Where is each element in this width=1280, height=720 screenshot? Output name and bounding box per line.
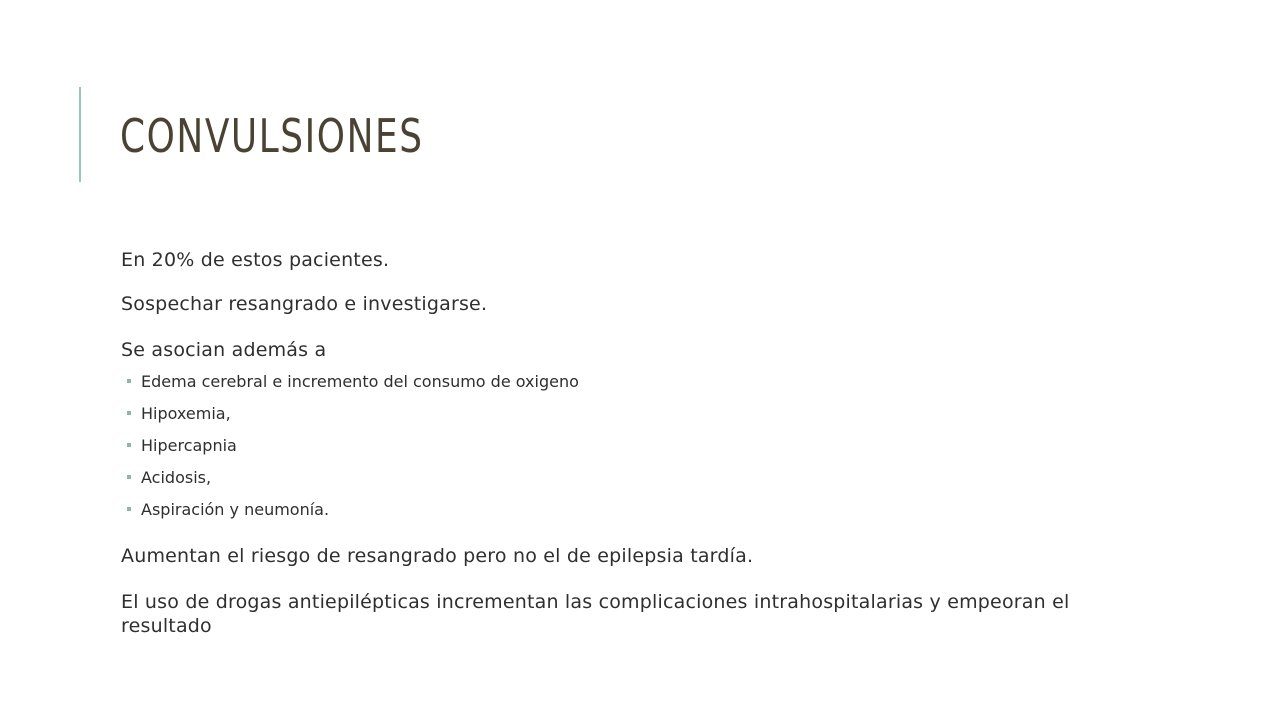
sub-bullet-item xyxy=(121,500,579,532)
sub-bullet-text: Hipoxemia, xyxy=(141,404,231,423)
sub-bullet-list xyxy=(121,372,579,532)
square-bullet-icon xyxy=(127,443,131,447)
square-bullet-icon xyxy=(127,411,131,415)
sub-bullet-item xyxy=(121,468,579,500)
sub-bullet-item xyxy=(121,404,579,436)
body-paragraph-4: Aumentan el riesgo de resangrado pero no el de epilepsia tardía. xyxy=(121,545,754,567)
sub-bullet-text: Aspiración y neumonía. xyxy=(141,500,330,519)
body-paragraph-1: En 20% de estos pacientes. xyxy=(121,249,390,271)
body-paragraph-2: Sospechar resangrado e investigarse. xyxy=(121,293,488,315)
sub-bullet-text: Acidosis, xyxy=(141,468,212,487)
square-bullet-icon xyxy=(127,379,131,383)
square-bullet-icon xyxy=(127,475,131,479)
sub-bullet-text: Hipercapnia xyxy=(141,436,237,455)
square-bullet-icon xyxy=(127,507,131,511)
sub-bullet-item xyxy=(121,436,579,468)
slide-title: CONVULSIONES xyxy=(120,109,424,163)
sub-bullet-item xyxy=(121,372,579,404)
title-accent-rule xyxy=(79,87,81,182)
sub-bullet-text: Edema cerebral e incremento del consumo de oxigeno xyxy=(141,372,579,391)
body-paragraph-3: Se asocian además a xyxy=(121,339,327,361)
body-paragraph-5: El uso de drogas antiepilépticas incrementan las complicaciones intrahospitalarias y empeoran el resultado xyxy=(121,591,1070,637)
